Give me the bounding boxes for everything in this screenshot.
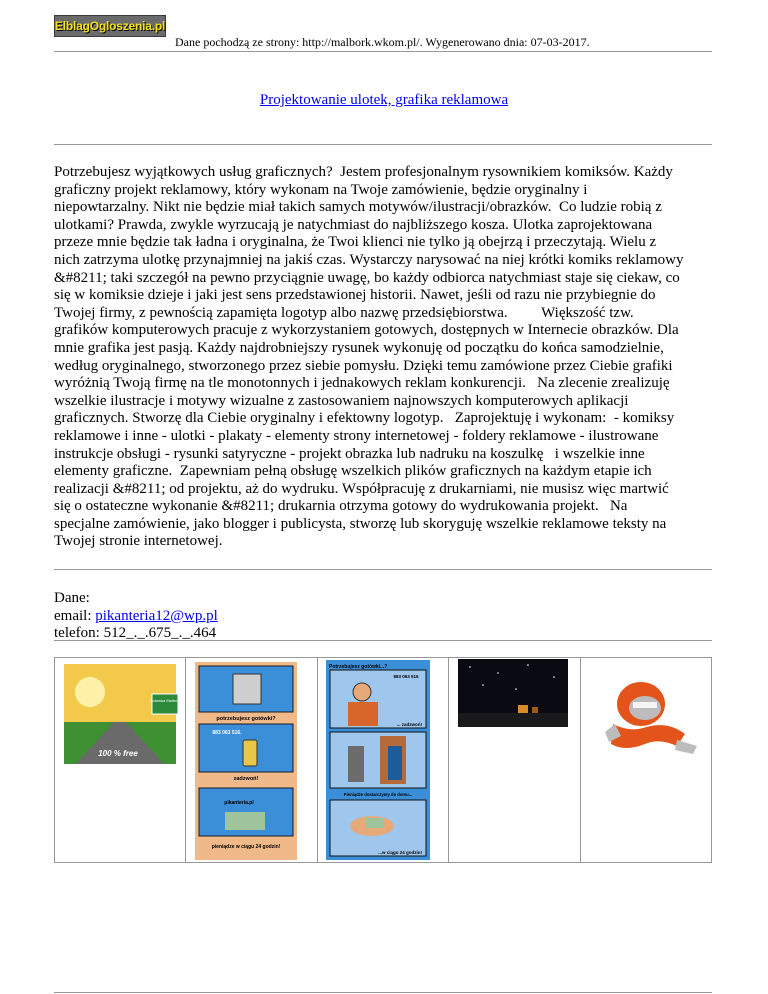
- contact-heading: Dane:: [54, 590, 90, 606]
- description-line: Potrzebujesz wyjątkowych usług graficznych? Jestem profesjonalnym rysownikiem komiksów. Każdy: [54, 164, 673, 180]
- description-line: wyróżnią Twoją firmę na tle monotonnych i jednakowych reklam konkurencji. Na zlecenie zrealizuję: [54, 375, 670, 392]
- gallery-cell-3[interactable]: [318, 658, 449, 862]
- title-divider: [54, 144, 712, 145]
- description-line: specjalne zamówienie, jako blogger i publicysta, stworzę lub skoryguję wszelkie reklamowe teksty na: [54, 515, 667, 532]
- description-divider: [54, 569, 712, 570]
- description-line: elementy graficzne. Zapewniam pełną obsługę wszelkich plików graficznych na każdym etapie ich: [54, 463, 652, 480]
- description-line: ulotkami? Prawda, zwykle wyrzucają je natychmiast do najbliższego kosza. Ulotka zaprojektowana: [54, 216, 653, 233]
- road-text: 100 % free: [98, 749, 138, 758]
- comic2-caption-2: zadzwoń!: [234, 776, 259, 782]
- ad-description: [54, 164, 714, 551]
- description-line: mnie grafika jest pasją. Każdy najdrobniejszy rysunek wykonuję od początku do końca samodzielnie,: [54, 339, 664, 356]
- description-line: graficzny projekt reklamowy, który wykonam na Twoje zamówienie, będzie oryginalny i: [54, 181, 588, 198]
- contact-divider: [54, 640, 712, 641]
- site-logo-text: ElblagOgloszenia.pl: [54, 19, 166, 33]
- email-row: [54, 608, 218, 626]
- description-line: Twojej firmy, z pewnością zapamięta logotyp albo nazwę przedsiębiorstwa. Większość tzw.: [54, 304, 634, 321]
- site-logo: [54, 15, 166, 37]
- gallery-cell-5[interactable]: [581, 658, 711, 862]
- night-scene-illustration[interactable]: [458, 659, 568, 727]
- description-line: się w komiksie dzieje i jaki jest sens przedstawionej historii. Nawet, jeśli od razu nie przybiegnie do: [54, 287, 656, 304]
- gallery-cell-4[interactable]: [449, 658, 580, 862]
- description-line: instrukcje obsługi - rysunki satyryczne - projekt obrazka lub nadruku na koszulkę i wszelkie inne: [54, 445, 645, 462]
- character-illustration[interactable]: [585, 662, 703, 772]
- comic3-caption-3: Pieniądze dostarczymy do domu...: [343, 792, 413, 797]
- description-line: wszelkie ilustracje i motywy wizualne z zastosowaniem najnowszych komputerowych aplikacji: [54, 392, 629, 409]
- description-line: według oryginalnego, stworzonego przez siebie pomysłu. Dzięki temu zamówione przez Ciebie grafiki: [54, 357, 673, 374]
- road-sign-text: Gotowka Malbork: [149, 698, 181, 703]
- description-line: niepowtarzalny. Nikt nie będzie miał takich samych motywów/ilustracji/obrazków. Co ludzie robią z: [54, 199, 662, 216]
- phone-label: telefon:: [54, 625, 100, 642]
- description-line: Twojej stronie internetowej.: [54, 533, 223, 550]
- header-divider: [54, 51, 712, 52]
- source-note: Dane pochodzą ze strony: http://malbork.wkom.pl/. Wygenerowano dnia: 07-03-2017.: [175, 35, 590, 49]
- description-line: przeze mnie będzie tak ładna i oryginalna, że Twoi klienci nie tylko ją obejrzą i przeczytają. Wielu z: [54, 234, 657, 251]
- comic-strip-panels[interactable]: [326, 660, 430, 860]
- image-gallery: [54, 657, 712, 863]
- ad-title-wrap: [0, 92, 768, 109]
- phone-value: 512_._.675_._.464: [103, 625, 217, 642]
- comic2-logo: pikanteria.pl: [224, 800, 255, 806]
- email-link[interactable]: pikanteria12@wp.pl: [95, 607, 218, 624]
- comic2-caption-3: pieniądze w ciągu 24 godzin!: [212, 844, 281, 850]
- description-line: grafików komputerowych pracuje z wykorzystaniem gotowych, dostępnych w Internecie obrazków. Dla: [54, 322, 679, 339]
- description-line: realizacji &#8211; od projektu, aż do wydruku. Współpracuję z drukarniami, nie musisz więc martwić: [54, 480, 669, 497]
- description-line: nich zatrzyma ulotkę przynajmniej na jakiś czas. Wystarczy narysować na niej krótki komiks reklamowy: [54, 251, 684, 268]
- comic2-caption-1: potrzebujesz gotówki?: [216, 716, 277, 722]
- comic-strip-vertical[interactable]: [195, 662, 297, 860]
- gallery-cell-2[interactable]: [186, 658, 317, 862]
- footer-divider: [54, 992, 712, 993]
- description-line: się o ostateczne wykonanie &#8211; drukarnia otrzyma gotowy do wydrukowania projekt. Na: [54, 498, 628, 515]
- comic3-phone: 883 063 516: [393, 674, 419, 679]
- gallery-cell-1[interactable]: [55, 658, 186, 862]
- description-line: reklamowe i inne - ulotki - plakaty - elementy strony internetowej - foldery reklamowe - ilustrowane: [54, 427, 659, 444]
- comic3-caption-1: Potrzebujesz gotówki...?: [328, 664, 388, 670]
- description-line: graficznych. Stworzę dla Ciebie oryginalny i efektowny logotyp. Zaprojektuję i wykonam: - komiksy: [54, 410, 675, 427]
- comic2-phone: 883 063 516.: [212, 730, 243, 736]
- road-sign-illustration[interactable]: [64, 664, 181, 764]
- comic3-caption-2: ... zadzwoń!: [396, 722, 422, 727]
- ad-title-link[interactable]: Projektowanie ulotek, grafika reklamowa: [259, 92, 509, 108]
- contact-block: [54, 590, 218, 643]
- comic3-caption-4: ...w ciągu 24 godzin!: [378, 850, 422, 855]
- description-line: &#8211; taki szczegół na pewno przyciągnie uwagę, bo każdy odbiorca natychmiast staje się ciekaw, co: [54, 269, 680, 286]
- email-label: email:: [54, 607, 92, 624]
